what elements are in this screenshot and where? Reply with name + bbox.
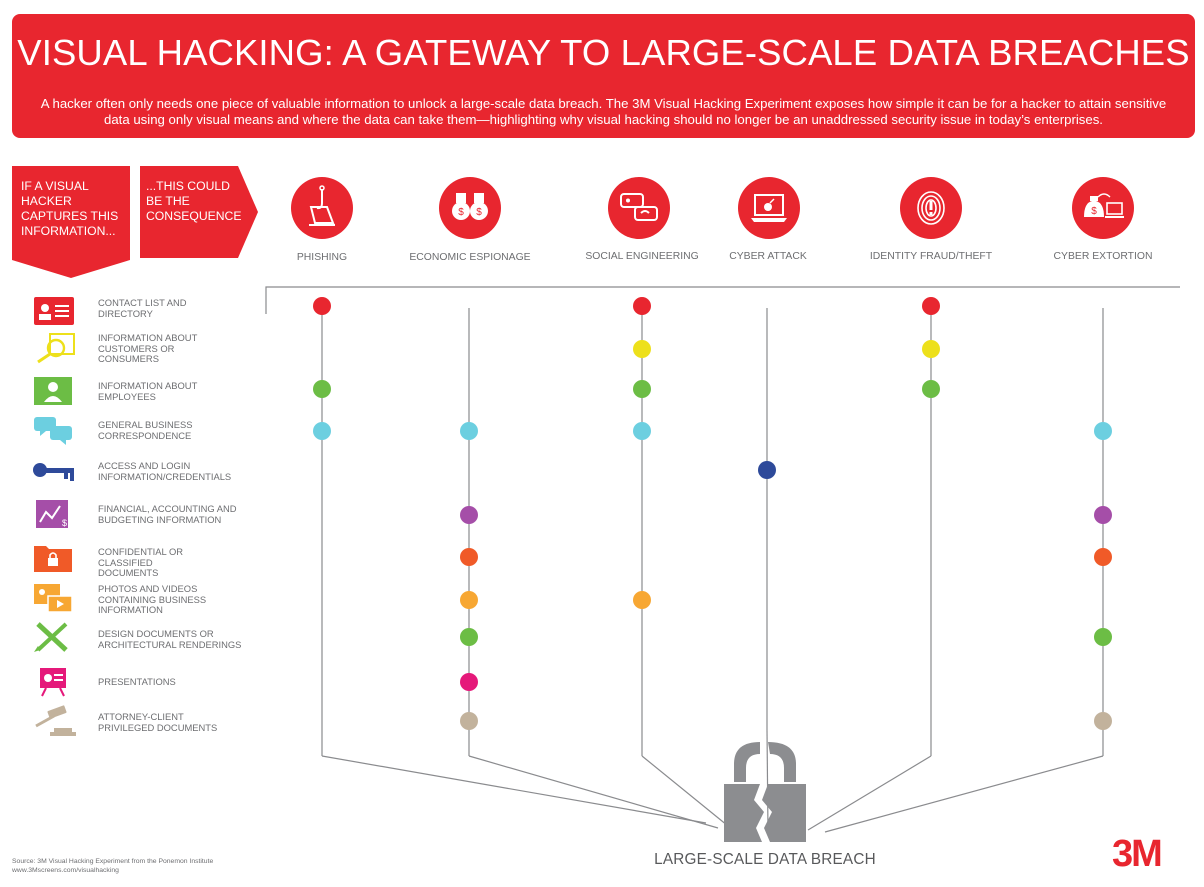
svg-text:$: $ [62,518,68,528]
financial-chart-icon [32,498,78,532]
broken-padlock-icon [720,738,810,848]
link-dot [633,340,651,358]
consequence-label: ECONOMIC ESPIONAGE [409,252,531,263]
source-line: Source: 3M Visual Hacking Experiment from the Ponemon Institute [12,858,214,865]
link-dot [313,380,331,398]
breach-connector [322,756,706,823]
link-dot [1094,506,1112,524]
breach-connector [469,756,718,828]
key-icon [32,454,78,488]
link-dot [633,297,651,315]
link-dot [1094,548,1112,566]
svg-text:$: $ [476,207,482,218]
link-dot [922,340,940,358]
svg-text:$: $ [1091,206,1097,217]
svg-text:$: $ [458,207,464,218]
source-url: www.3Mscreens.com/visualhacking [12,867,119,874]
link-dot [922,380,940,398]
link-dot [633,422,651,440]
link-dot [460,591,478,609]
locked-folder-icon [32,540,78,574]
link-dot [633,380,651,398]
link-dot [460,712,478,730]
link-dot [460,506,478,524]
consequence-label: PHISHING [296,252,348,263]
magnifier-chart-icon [32,332,78,366]
consequence-tag-text: ...THIS COULD BE THE CONSEQUENCE [146,179,242,223]
presentation-board-icon [32,664,78,698]
top-rule [266,287,1180,314]
page-subtitle: A hacker often only needs one piece of valuable information to unlock a large-scale data breach. The 3M Visual Hacking Experiment exposes how simple it can be for a hacker to attain sensitive data using only visual means and where the data can take them—highlighting why visual hacking should no longer be an unaddressed security issue in today’s enterprises. [40,96,1167,127]
breach-connector [808,756,931,830]
info-label: INFORMATION ABOUT CUSTOMERS OR CONSUMERS [98,332,198,365]
link-dot [313,422,331,440]
info-label: CONFIDENTIAL OR CLASSIFIED DOCUMENTS [98,546,184,579]
employee-id-icon [32,374,78,408]
info-label: INFORMATION ABOUT EMPLOYEES [98,380,198,402]
info-label: PRESENTATIONS [98,676,176,687]
chat-bubbles-icon [32,413,78,447]
info-label: GENERAL BUSINESS CORRESPONDENCE [98,419,193,441]
info-label: PHOTOS AND VIDEOS CONTAINING BUSINESS INFORMATION [98,583,207,616]
gavel-icon [32,704,78,738]
captures-tag-text: IF A VISUAL HACKER CAPTURES THIS INFORMATION... [21,179,119,238]
link-dot [633,591,651,609]
link-dot [313,297,331,315]
consequence-label: CYBER EXTORTION [1053,251,1153,262]
link-dot [922,297,940,315]
info-label: ATTORNEY-CLIENT PRIVILEGED DOCUMENTS [98,711,218,733]
link-dot [460,422,478,440]
photo-video-icon [32,582,78,616]
page-title: VISUAL HACKING: A GATEWAY TO LARGE-SCALE DATA BREACHES [17,32,1190,73]
pencil-ruler-icon [32,620,78,654]
brand-logo: 3M [1112,833,1161,875]
contact-card-icon [32,293,78,327]
info-label: CONTACT LIST AND DIRECTORY [98,297,187,319]
link-dot [1094,422,1112,440]
consequence-label: IDENTITY FRAUD/THEFT [869,251,993,262]
link-dot [460,673,478,691]
link-dot [1094,628,1112,646]
source-note [12,857,213,875]
link-dot [460,628,478,646]
consequence-label: CYBER ATTACK [729,251,807,262]
info-label: DESIGN DOCUMENTS OR ARCHITECTURAL RENDERINGS [98,628,242,650]
info-label: FINANCIAL, ACCOUNTING AND BUDGETING INFORMATION [98,503,237,525]
breach-label: LARGE-SCALE DATA BREACH [654,851,876,868]
info-label: ACCESS AND LOGIN INFORMATION/CREDENTIALS [98,460,232,482]
link-dot [758,461,776,479]
consequence-label: SOCIAL ENGINEERING [585,251,699,262]
link-dot [1094,712,1112,730]
link-dot [460,548,478,566]
